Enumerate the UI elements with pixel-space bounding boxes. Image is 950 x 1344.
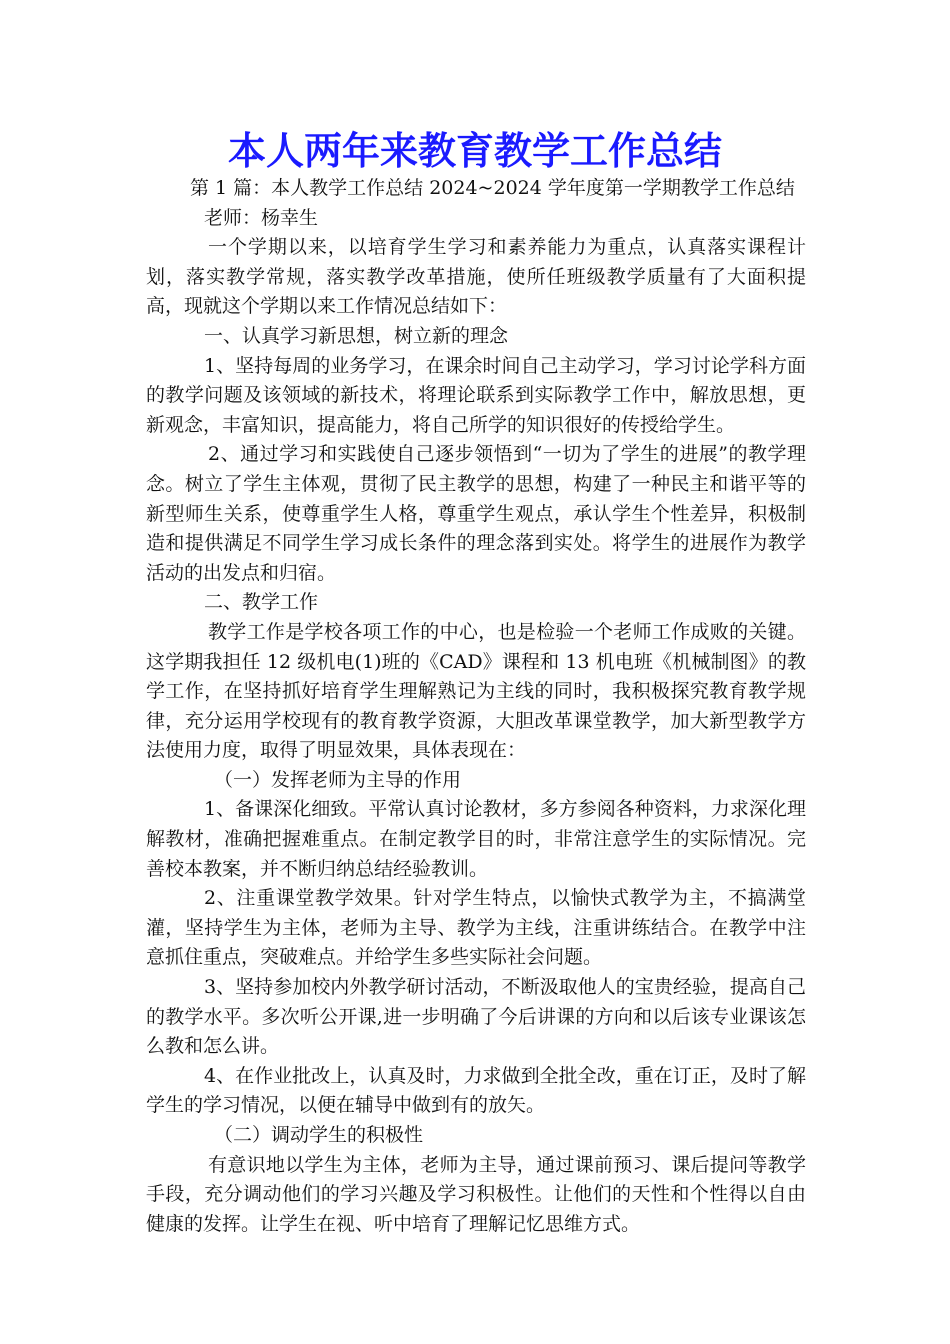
- doc-paragraph: 4、在作业批改上，认真及时，力求做到全批全改，重在订正，及时了解学生的学习情况，以便在辅导中做到有的放矢。: [146, 1064, 806, 1117]
- doc-paragraph-teacher: 老师：杨幸生: [204, 206, 319, 229]
- document-title: 本人两年来教育教学工作总结: [227, 129, 722, 173]
- doc-paragraph: 1、坚持每周的业务学习，在课余时间自己主动学习，学习讨论学科方面的教学问题及该领域的新技术，将理论联系到实际教学工作中，解放思想，更新观念，丰富知识，提高能力，将自己所学的知识很好的传授给学生。: [146, 354, 806, 436]
- doc-paragraph: 1、备课深化细致。平常认真讨论教材，多方参阅各种资料，力求深化理解教材，准确把握难重点。在制定教学目的时，非常注意学生的实际情况。完善校本教案，并不断归纳总结经验教训。: [146, 798, 806, 880]
- doc-paragraph-intro: 一个学期以来，以培育学生学习和素养能力为重点，认真落实课程计划，落实教学常规，落实教学改革措施，使所任班级教学质量有了大面积提高，现就这个学期以来工作情况总结如下：: [146, 236, 806, 318]
- doc-paragraph: 3、坚持参加校内外教学研讨活动，不断汲取他人的宝贵经验，提高自己的教学水平。多次听公开课,进一步明确了今后讲课的方向和以后该专业课该怎么教和怎么讲。: [146, 976, 806, 1058]
- doc-paragraph: 有意识地以学生为主体，老师为主导，通过课前预习、课后提问等教学手段，充分调动他们的学习兴趣及学习积极性。让他们的天性和个性得以自由健康的发挥。让学生在视、听中培育了理解记忆思维方式。: [146, 1153, 806, 1235]
- document-body: [146, 174, 806, 1239]
- doc-paragraph: 2、注重课堂教学效果。针对学生特点，以愉快式教学为主，不搞满堂灌，坚持学生为主体，老师为主导、教学为主线，注重讲练结合。在教学中注意抓住重点，突破难点。并给学生多些实际社会问题。: [146, 887, 806, 969]
- doc-heading-section-1: 一、认真学习新思想，树立新的理念: [204, 324, 509, 347]
- doc-paragraph-header: 第 1 篇：本人教学工作总结 2024~2024 学年度第一学期教学工作总结: [190, 177, 795, 199]
- doc-paragraph: 教学工作是学校各项工作的中心，也是检验一个老师工作成败的关键。这学期我担任 12 级机电(1)班的《CAD》课程和 13 机电班《机械制图》的教学工作，在坚持抓好培育学生理解熟记为主线的同时，我积极探究教育教学规律，充分运用学校现有的教育教学资源，大胆改革课堂教学，加大新型教学方法使用力度，取得了明显效果，具体表现在：: [146, 620, 806, 762]
- doc-heading-section-2: 二、教学工作: [204, 591, 319, 614]
- doc-heading-subsection-2: （二）调动学生的积极性: [214, 1124, 424, 1146]
- doc-paragraph: 2、通过学习和实践使自己逐步领悟到“一切为了学生的进展”的教学理念。树立了学生主体观，贯彻了民主教学的思想，构建了一种民主和谐平等的新型师生关系，使尊重学生人格，尊重学生观点，承认学生个性差异，积极制造和提供满足不同学生学习成长条件的理念落到实处。将学生的进展作为教学活动的出发点和归宿。: [146, 443, 806, 584]
- doc-heading-subsection-1: （一）发挥老师为主导的作用: [214, 768, 462, 791]
